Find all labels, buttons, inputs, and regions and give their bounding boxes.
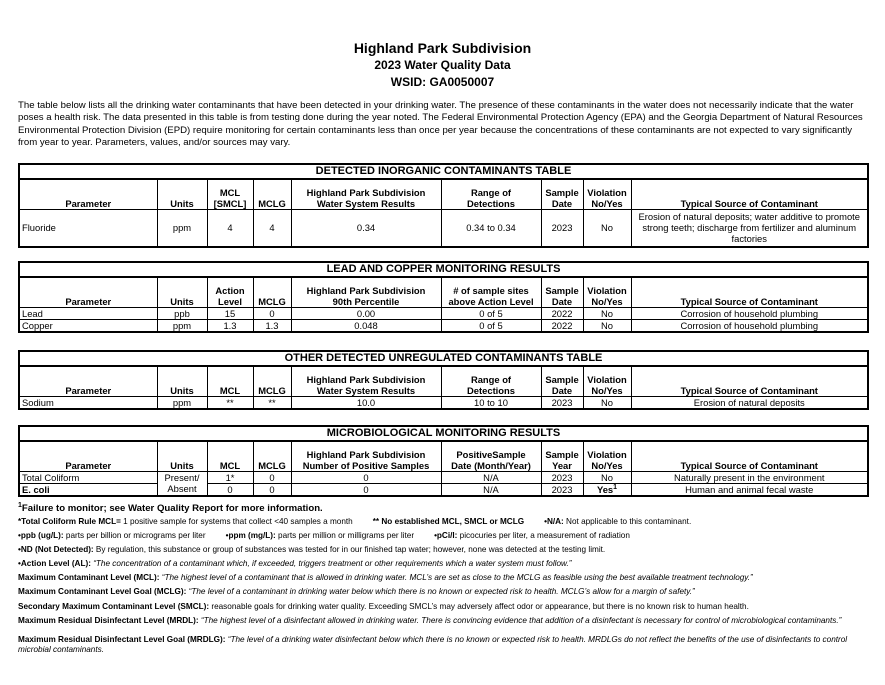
col-header: MCL bbox=[207, 441, 253, 471]
cell-mclg: 0 bbox=[253, 307, 291, 319]
cell-mclg: 4 bbox=[253, 209, 291, 247]
table-title: DETECTED INORGANIC CONTAMINANTS TABLE bbox=[19, 164, 868, 179]
col-header: Sample Year bbox=[541, 441, 583, 471]
cell-year: 2023 bbox=[541, 483, 583, 496]
col-header: Highland Park Subdivision Water System Results bbox=[291, 179, 441, 209]
page-title: Highland Park Subdivision bbox=[353, 40, 532, 56]
col-header: Sample Date bbox=[541, 179, 583, 209]
cell-mcl: ** bbox=[207, 396, 253, 409]
table-row bbox=[19, 471, 868, 483]
col-header: MCLG bbox=[253, 277, 291, 307]
col-header: MCL bbox=[207, 366, 253, 396]
col-header: Action Level bbox=[207, 277, 253, 307]
intro-paragraph: The table below lists all the drinking water contaminants that have been detected in your drinking water. The presence of these contaminants in the water does not necessarily indicate that the water poses a health risk. The data presented in this table is from testing done during the year noted. The Federal Environmental Protection Agency (EPA) and the Georgia Department of Natural Resources Environmental Protection Division (EPD) require monitoring for certain contaminants less than once per year because the concentrations of these contaminants are not expected to vary significantly from year to year. Parameters, values, and/or sources may vary. bbox=[18, 100, 863, 149]
col-header: Parameter bbox=[19, 441, 157, 471]
col-header: Units bbox=[157, 179, 207, 209]
cell-units: ppm bbox=[157, 209, 207, 247]
cell-source: Human and animal fecal waste bbox=[631, 483, 868, 496]
cell-result: 0.048 bbox=[291, 319, 441, 332]
cell-units: Absent bbox=[157, 483, 207, 496]
cell-parameter: Lead bbox=[19, 307, 157, 319]
mclg-note: Maximum Contaminant Level Goal (MCLG): “The level of a contaminant in drinking water below which there is no known or expected risk to health. MCLG’s allow for a margin of safety.” bbox=[18, 587, 695, 597]
cell-violation: No bbox=[583, 471, 631, 483]
lead-copper-table bbox=[18, 261, 869, 333]
col-header: Typical Source of Contaminant bbox=[631, 179, 868, 209]
cell-range: 0.34 to 0.34 bbox=[441, 209, 541, 247]
col-header: Typical Source of Contaminant bbox=[631, 441, 868, 471]
cell-date: 2022 bbox=[541, 319, 583, 332]
nd-note: •ND (Not Detected): By regulation, this substance or group of substances was tested for in our finished tap water; however, none was detected at the testing limit. bbox=[18, 545, 606, 555]
footnote-marker: 1 bbox=[613, 483, 618, 491]
cell-positive-date: N/A bbox=[441, 483, 541, 496]
mrdlg-note: Maximum Residual Disinfectant Level Goal (MRDLG): “The level of a drinking water disinfectant below which there is no known or expected risk to health. MRDLGs do not reflect the benefits of the use of disinfectants to control microbial contaminants. bbox=[18, 634, 848, 654]
inorganic-table bbox=[18, 163, 869, 248]
cell-parameter: E. coli bbox=[19, 483, 157, 496]
cell-result: 0 bbox=[291, 471, 441, 483]
col-header: Parameter bbox=[19, 366, 157, 396]
cell-units: ppb bbox=[157, 307, 207, 319]
col-header: Parameter bbox=[19, 277, 157, 307]
cell-source: Naturally present in the environment bbox=[631, 471, 868, 483]
cell-year: 2023 bbox=[541, 471, 583, 483]
col-header: Units bbox=[157, 441, 207, 471]
cell-units: ppm bbox=[157, 396, 207, 409]
al-note: •Action Level (AL): “The concentration of a contaminant which, if exceeded, triggers treatment or other requirements which a water system must follow.” bbox=[18, 559, 572, 569]
col-header: MCLG bbox=[253, 441, 291, 471]
col-header: Units bbox=[157, 366, 207, 396]
cell-result: 0 bbox=[291, 483, 441, 496]
cell-date: 2022 bbox=[541, 307, 583, 319]
col-header: Highland Park Subdivision Number of Positive Samples bbox=[291, 441, 441, 471]
cell-mclg: 0 bbox=[253, 471, 291, 483]
col-header: Highland Park Subdivision Water System Results bbox=[291, 366, 441, 396]
cell-mclg: 1.3 bbox=[253, 319, 291, 332]
cell-mclg: 0 bbox=[253, 483, 291, 496]
table-title: OTHER DETECTED UNREGULATED CONTAMINANTS TABLE bbox=[19, 351, 868, 366]
cell-parameter: Sodium bbox=[19, 396, 157, 409]
smcl-note: Secondary Maximum Contaminant Level (SMCL): reasonable goals for drinking water quality. Exceeding SMCL’s may adversely affect odor or appearance, but there is no known risk to human health. bbox=[18, 601, 749, 611]
microbiological-table bbox=[18, 425, 869, 497]
table-row bbox=[19, 209, 868, 247]
table-row bbox=[19, 483, 868, 496]
cell-date: 2023 bbox=[541, 396, 583, 409]
cell-source: Corrosion of household plumbing bbox=[631, 307, 868, 319]
col-header: Violation No/Yes bbox=[583, 441, 631, 471]
cell-mcl: 1* bbox=[207, 471, 253, 483]
cell-units: Present/ bbox=[157, 471, 207, 483]
cell-parameter: Copper bbox=[19, 319, 157, 332]
col-header: MCLG bbox=[253, 179, 291, 209]
col-header: MCL [SMCL] bbox=[207, 179, 253, 209]
col-header: MCLG bbox=[253, 366, 291, 396]
col-header: Range of Detections bbox=[441, 366, 541, 396]
cell-violation: No bbox=[583, 396, 631, 409]
col-header: Sample Date bbox=[541, 277, 583, 307]
cell-source: Erosion of natural deposits bbox=[631, 396, 868, 409]
col-header: # of sample sites above Action Level bbox=[441, 277, 541, 307]
cell-mclg: ** bbox=[253, 396, 291, 409]
wsid-label: WSID: GA0050007 bbox=[390, 75, 495, 89]
cell-result: 10.0 bbox=[291, 396, 441, 409]
cell-date: 2023 bbox=[541, 209, 583, 247]
definitions-notes bbox=[18, 501, 878, 659]
mrdl-note: Maximum Residual Disinfectant Level (MRDL): “The highest level of a disinfectant allowed in drinking water. There is convincing evidence that addition of a disinfectant is necessary for control of microbiological contaminants.” bbox=[18, 615, 842, 625]
col-header: Highland Park Subdivision 90th Percentile bbox=[291, 277, 441, 307]
cell-violation: No bbox=[583, 319, 631, 332]
unregulated-table bbox=[18, 350, 869, 410]
table-title: LEAD AND COPPER MONITORING RESULTS bbox=[19, 262, 868, 277]
cell-parameter: Fluoride bbox=[19, 209, 157, 247]
col-header: Sample Date bbox=[541, 366, 583, 396]
cell-action-level: 1.3 bbox=[207, 319, 253, 332]
units-note: •ppb (ug/L): parts per billion or micrograms per liter •ppm (mg/L): parts per million or milligrams per liter •pCi/l: picocuries per liter, a measurement of radiation bbox=[18, 531, 630, 541]
cell-sites: 0 of 5 bbox=[441, 307, 541, 319]
col-header: Violation No/Yes bbox=[583, 366, 631, 396]
cell-mcl: 4 bbox=[207, 209, 253, 247]
cell-action-level: 15 bbox=[207, 307, 253, 319]
cell-positive-date: N/A bbox=[441, 471, 541, 483]
cell-violation: Yes$^1$ bbox=[583, 483, 631, 496]
table-title: MICROBIOLOGICAL MONITORING RESULTS bbox=[19, 426, 868, 441]
col-header: Parameter bbox=[19, 179, 157, 209]
cell-source: Erosion of natural deposits; water additive to promote strong teeth; discharge from fertilizer and aluminum factories bbox=[631, 209, 868, 247]
cell-result: 0.00 bbox=[291, 307, 441, 319]
col-header: Typical Source of Contaminant bbox=[631, 366, 868, 396]
col-header: Violation No/Yes bbox=[583, 277, 631, 307]
table-row bbox=[19, 396, 868, 409]
cell-mcl: 0 bbox=[207, 483, 253, 496]
cell-parameter: Total Coliform bbox=[19, 471, 157, 483]
cell-result: 0.34 bbox=[291, 209, 441, 247]
col-header: Violation No/Yes bbox=[583, 179, 631, 209]
cell-violation: No bbox=[583, 209, 631, 247]
cell-sites: 0 of 5 bbox=[441, 319, 541, 332]
cell-violation: No bbox=[583, 307, 631, 319]
table-row bbox=[19, 307, 868, 319]
table-row bbox=[19, 319, 868, 332]
tcr-note: *Total Coliform Rule MCL= 1 positive sample for systems that collect <40 samples a month ** No established MCL, SMCL or MCLG •N/A: Not applicable to this contaminant. bbox=[18, 517, 692, 526]
cell-units: ppm bbox=[157, 319, 207, 332]
cell-source: Corrosion of household plumbing bbox=[631, 319, 868, 332]
col-header: Units bbox=[157, 277, 207, 307]
mcl-note: Maximum Contaminant Level (MCL): “The highest level of a contaminant that is allowed in drinking water. MCL’s are set as close to the MCLG as feasible using the best available treatment technology.” bbox=[18, 573, 753, 583]
failure-note: $^1$Failure to monitor; see Water Quality Report for more information. bbox=[18, 501, 323, 514]
col-header: PositiveSample Date (Month/Year) bbox=[441, 441, 541, 471]
cell-range: 10 to 10 bbox=[441, 396, 541, 409]
report-subtitle: 2023 Water Quality Data bbox=[374, 58, 511, 72]
col-header: Range of Detections bbox=[441, 179, 541, 209]
col-header: Typical Source of Contaminant bbox=[631, 277, 868, 307]
